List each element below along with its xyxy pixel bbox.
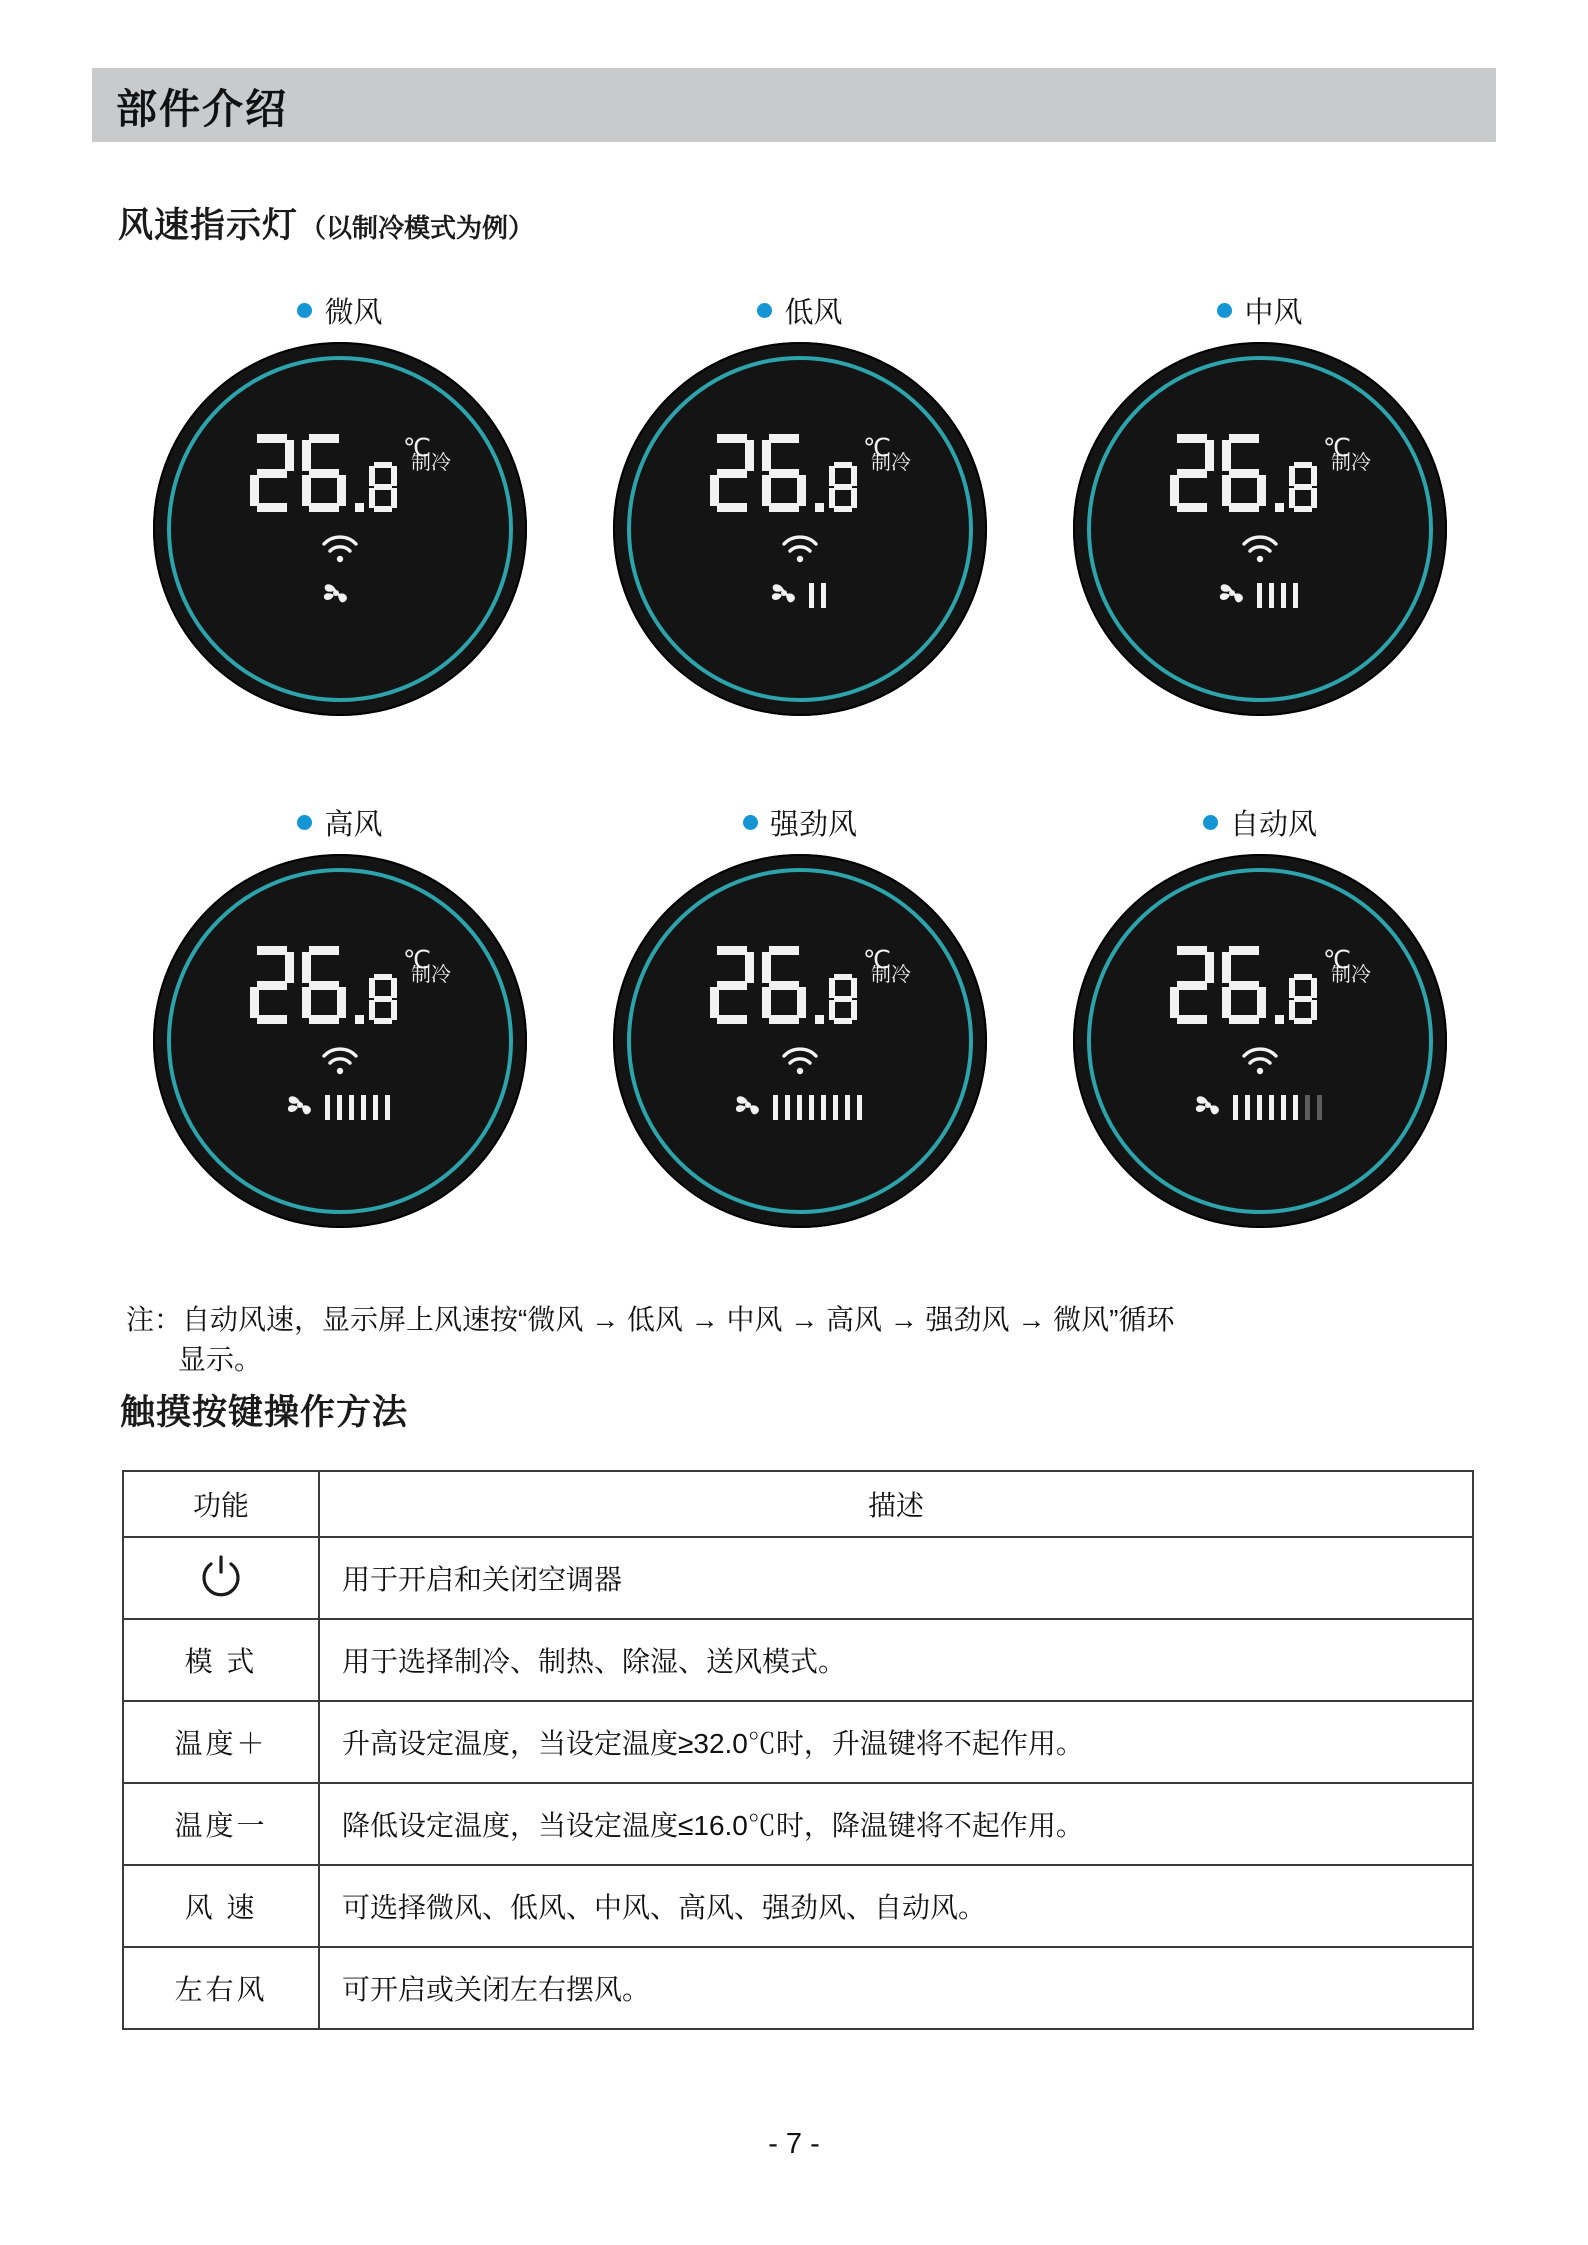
unit-celsius: ℃ xyxy=(862,434,891,462)
display-dial-auto[interactable] xyxy=(1073,854,1447,1228)
mode-label: 制冷 xyxy=(411,964,451,986)
display-dial-low[interactable] xyxy=(613,342,987,716)
seg-digit-8 xyxy=(369,974,397,1024)
fan-bar xyxy=(1245,1095,1250,1120)
temperature-readout xyxy=(613,946,987,1024)
dial-label-turbo xyxy=(743,802,857,842)
seg-digit-2 xyxy=(710,946,754,1024)
temperature-readout xyxy=(1073,946,1447,1024)
dial-cell-breeze xyxy=(110,290,570,716)
mode-label: 制冷 xyxy=(871,452,911,474)
table-row xyxy=(123,1783,1473,1865)
fan-bar xyxy=(785,1095,790,1120)
bullet-dot-icon xyxy=(1217,303,1232,318)
table-row xyxy=(123,1619,1473,1701)
fan-speed-heading-main: 风速指示灯 xyxy=(118,206,299,245)
table-header-function: 功能 xyxy=(123,1471,319,1537)
fan-speed-row xyxy=(1073,1092,1447,1123)
fan-icon xyxy=(768,580,800,611)
dial-ring xyxy=(627,868,973,1214)
fan-icon xyxy=(320,580,352,611)
seg-digit-2 xyxy=(250,946,294,1024)
dial-ring xyxy=(1087,356,1433,702)
mode-label: 制冷 xyxy=(871,964,911,986)
dial-label-text: 低风 xyxy=(784,296,843,329)
seg-digit-6 xyxy=(762,434,806,512)
dial-label-breeze xyxy=(297,290,382,330)
decimal-point xyxy=(355,503,364,512)
seg-digit-6 xyxy=(762,946,806,1024)
dial-label-text: 微风 xyxy=(324,296,383,329)
dial-label-text: 自动风 xyxy=(1229,808,1317,841)
fan-bars xyxy=(809,583,833,608)
fan-bar xyxy=(1233,1095,1238,1120)
unit-celsius: ℃ xyxy=(402,946,431,974)
fan-bar xyxy=(1269,583,1274,608)
table-row xyxy=(123,1537,1473,1619)
note-line-2: 显示。 xyxy=(178,1343,263,1375)
fan-icon xyxy=(1216,580,1248,611)
seg-digit-8 xyxy=(1289,462,1317,512)
dial-cell-auto xyxy=(1030,802,1490,1228)
fan-bar xyxy=(1281,583,1286,608)
temperature-readout xyxy=(153,946,527,1024)
temperature-readout xyxy=(613,434,987,512)
mode-label: 制冷 xyxy=(411,452,451,474)
fan-bar xyxy=(821,583,826,608)
fan-speed-row xyxy=(153,1092,527,1123)
key-cell-temp-down: 温度一 xyxy=(123,1783,319,1865)
dial-cell-low xyxy=(570,290,1030,716)
decimal-point xyxy=(815,503,824,512)
dial-grid xyxy=(110,290,1490,1228)
seg-digit-2 xyxy=(250,434,294,512)
mode-label: 制冷 xyxy=(1331,452,1371,474)
fan-icon xyxy=(732,1092,764,1123)
fan-speed-indicator-heading xyxy=(118,198,534,248)
display-dial-high[interactable] xyxy=(153,854,527,1228)
wifi-icon xyxy=(1073,534,1447,569)
key-cell-mode: 模 式 xyxy=(123,1619,319,1701)
fan-bar xyxy=(833,1095,838,1120)
wifi-icon xyxy=(613,1046,987,1081)
decimal-point xyxy=(355,1015,364,1024)
note-block xyxy=(126,1300,1486,1380)
unit-celsius: ℃ xyxy=(402,434,431,462)
page-title: 部件介绍 xyxy=(116,85,288,132)
bullet-dot-icon xyxy=(743,815,758,830)
fan-bar xyxy=(821,1095,826,1120)
desc-cell: 可开启或关闭左右摆风。 xyxy=(319,1947,1473,2029)
fan-bars xyxy=(773,1095,869,1120)
dial-cell-turbo xyxy=(570,802,1030,1228)
unit-celsius: ℃ xyxy=(862,946,891,974)
seg-digit-8 xyxy=(1289,974,1317,1024)
seg-digit-2 xyxy=(710,434,754,512)
fan-bar xyxy=(1257,583,1262,608)
power-icon xyxy=(198,1552,244,1598)
display-dial-breeze[interactable] xyxy=(153,342,527,716)
fan-bar xyxy=(1257,1095,1262,1120)
key-cell-power xyxy=(123,1537,319,1619)
fan-bar xyxy=(337,1095,342,1120)
fan-speed-heading-sub: （以制冷模式为例） xyxy=(300,213,535,243)
temperature-readout xyxy=(1073,434,1447,512)
desc-cell: 降低设定温度，当设定温度≤16.0℃时，降温键将不起作用。 xyxy=(319,1783,1473,1865)
wifi-icon xyxy=(153,1046,527,1081)
dial-label-text: 高风 xyxy=(324,808,383,841)
desc-cell: 升高设定温度，当设定温度≥32.0℃时，升温键将不起作用。 xyxy=(319,1701,1473,1783)
seg-digit-8 xyxy=(829,462,857,512)
bullet-dot-icon xyxy=(297,303,312,318)
dial-ring xyxy=(1087,868,1433,1214)
fan-bar xyxy=(857,1095,862,1120)
desc-cell: 用于选择制冷、制热、除湿、送风模式。 xyxy=(319,1619,1473,1701)
dial-ring xyxy=(167,356,513,702)
key-cell-swing: 左右风 xyxy=(123,1947,319,2029)
dial-cell-medium xyxy=(1030,290,1490,716)
mode-label: 制冷 xyxy=(1331,964,1371,986)
key-cell-temp-up: 温度＋ xyxy=(123,1701,319,1783)
dial-label-high xyxy=(297,802,382,842)
fan-icon xyxy=(1192,1092,1224,1123)
fan-bar xyxy=(1269,1095,1274,1120)
desc-cell: 用于开启和关闭空调器 xyxy=(319,1537,1473,1619)
display-dial-turbo[interactable] xyxy=(613,854,987,1228)
decimal-point xyxy=(815,1015,824,1024)
table-header-row xyxy=(123,1471,1473,1537)
decimal-point xyxy=(1275,503,1284,512)
fan-bar xyxy=(361,1095,366,1120)
fan-speed-row xyxy=(613,580,987,611)
dial-row-2 xyxy=(110,802,1490,1228)
wifi-icon xyxy=(1073,1046,1447,1081)
fan-bar-dim xyxy=(1317,1095,1322,1120)
unit-celsius: ℃ xyxy=(1322,434,1351,462)
key-cell-fan-speed: 风 速 xyxy=(123,1865,319,1947)
fan-bar xyxy=(773,1095,778,1120)
seg-digit-8 xyxy=(369,462,397,512)
fan-bar xyxy=(349,1095,354,1120)
fan-icon xyxy=(284,1092,316,1123)
table-header-description: 描述 xyxy=(319,1471,1473,1537)
table-row xyxy=(123,1865,1473,1947)
seg-digit-6 xyxy=(302,946,346,1024)
fan-speed-row xyxy=(1073,580,1447,611)
dial-label-low xyxy=(757,290,842,330)
fan-bar xyxy=(809,583,814,608)
desc-cell: 可选择微风、低风、中风、高风、强劲风、自动风。 xyxy=(319,1865,1473,1947)
fan-bar xyxy=(325,1095,330,1120)
fan-bar xyxy=(797,1095,802,1120)
section-header-band xyxy=(92,68,1496,142)
bullet-dot-icon xyxy=(297,815,312,830)
fan-bar xyxy=(1281,1095,1286,1120)
touch-key-section-heading: 触摸按键操作方法 xyxy=(120,1393,409,1432)
seg-digit-6 xyxy=(1222,434,1266,512)
dial-ring xyxy=(627,356,973,702)
dial-ring xyxy=(167,868,513,1214)
page-number: - 7 - xyxy=(768,2128,820,2160)
fan-bar xyxy=(385,1095,390,1120)
touch-key-table xyxy=(122,1470,1474,2030)
fan-bars xyxy=(1233,1095,1329,1120)
decimal-point xyxy=(1275,1015,1284,1024)
fan-bar-dim xyxy=(1305,1095,1310,1120)
wifi-icon xyxy=(153,534,527,569)
dial-label-text: 强劲风 xyxy=(769,808,857,841)
dial-label-medium xyxy=(1217,290,1302,330)
fan-bars xyxy=(325,1095,397,1120)
seg-digit-8 xyxy=(829,974,857,1024)
fan-bar xyxy=(809,1095,814,1120)
table-row xyxy=(123,1947,1473,2029)
fan-bar xyxy=(1293,1095,1298,1120)
table-row xyxy=(123,1701,1473,1783)
fan-speed-row xyxy=(153,580,527,611)
fan-speed-row xyxy=(613,1092,987,1123)
fan-bar xyxy=(1293,583,1298,608)
dial-label-auto xyxy=(1203,802,1317,842)
seg-digit-2 xyxy=(1170,946,1214,1024)
dial-cell-high xyxy=(110,802,570,1228)
fan-bars xyxy=(1257,583,1305,608)
wifi-icon xyxy=(613,534,987,569)
seg-digit-6 xyxy=(302,434,346,512)
temperature-readout xyxy=(153,434,527,512)
note-line-1: 注：自动风速，显示屏上风速按“微风 → 低风 → 中风 → 高风 → 强劲风 → 微风”循环 xyxy=(126,1304,1175,1335)
bullet-dot-icon xyxy=(757,303,772,318)
display-dial-medium[interactable] xyxy=(1073,342,1447,716)
unit-celsius: ℃ xyxy=(1322,946,1351,974)
seg-digit-2 xyxy=(1170,434,1214,512)
seg-digit-6 xyxy=(1222,946,1266,1024)
bullet-dot-icon xyxy=(1203,815,1218,830)
dial-label-text: 中风 xyxy=(1244,296,1303,329)
fan-bar xyxy=(373,1095,378,1120)
fan-bar xyxy=(845,1095,850,1120)
dial-row-1 xyxy=(110,290,1490,716)
